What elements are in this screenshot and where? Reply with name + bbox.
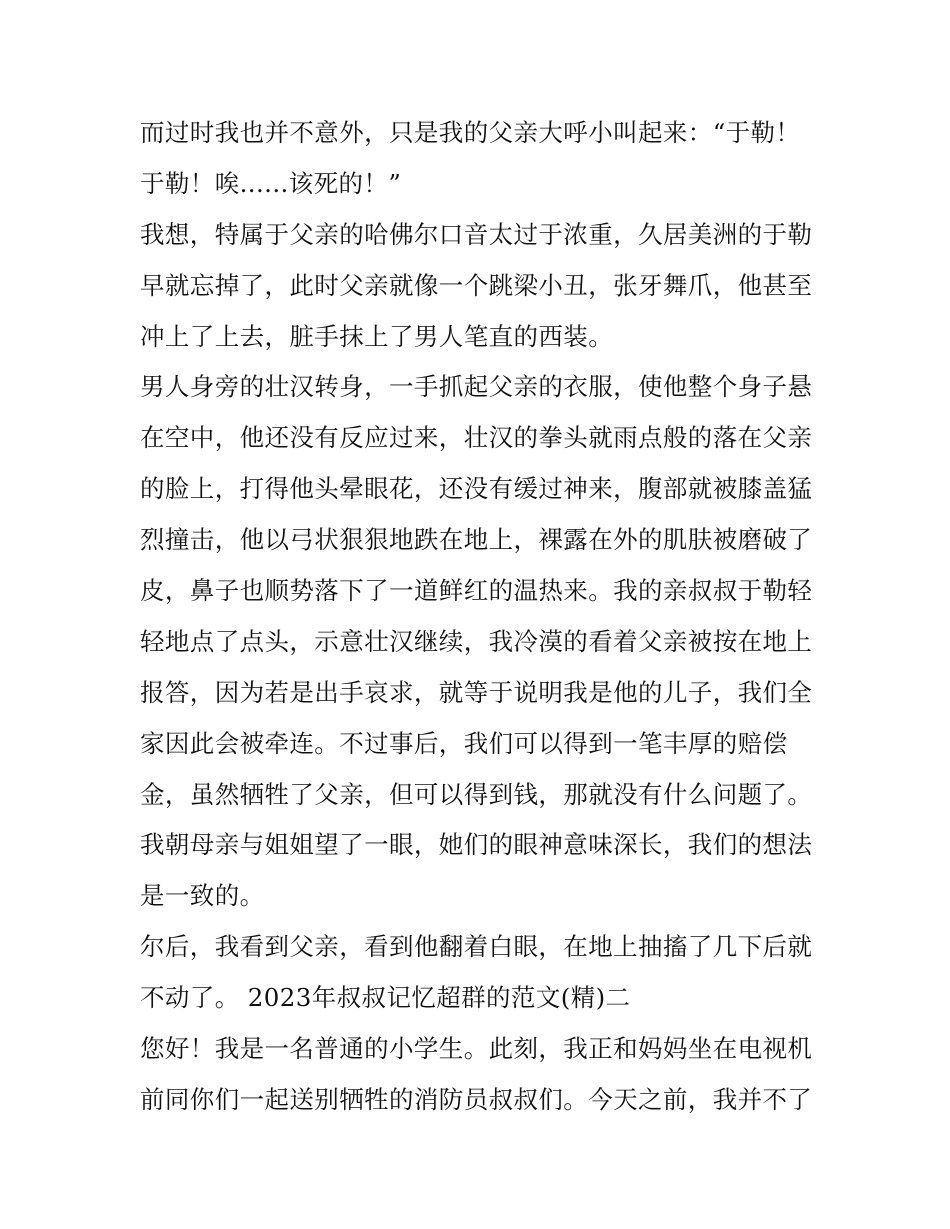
text-line: 皮，鼻子也顺势落下了一道鲜红的温热来。我的亲叔叔于勒轻 <box>140 576 813 606</box>
text-line: 我想，特属于父亲的哈佛尔口音太过于浓重，久居美洲的于勒 <box>140 219 813 249</box>
text-line: 冲上了上去，脏手抹上了男人笔直的西装。 <box>140 321 614 351</box>
text-line: 前同你们一起送别牺牲的消防员叔叔们。今天之前，我并不了 <box>140 1084 813 1114</box>
text-line: 烈撞击，他以弓状狠狠地跌在地上，裸露在外的肌肤被磨破了 <box>140 525 813 555</box>
text-line: 金，虽然牺牲了父亲，但可以得到钱，那就没有什么问题了。 <box>140 779 813 809</box>
text-line: 家因此会被牵连。不过事后，我们可以得到一笔丰厚的赔偿 <box>140 728 788 758</box>
text-line: 在空中，他还没有反应过来，壮汉的拳头就雨点般的落在父亲 <box>140 423 813 453</box>
text-line: 您好！我是一名普通的小学生。此刻，我正和妈妈坐在电视机 <box>140 1034 813 1064</box>
body-text <box>140 108 820 1126</box>
text-line: 轻地点了点头，示意壮汉继续，我冷漠的看着父亲被按在地上 <box>140 626 813 656</box>
text-line: 的脸上，打得他头晕眼花，还没有缓过神来，腹部就被膝盖猛 <box>140 474 813 504</box>
text-line: 是一致的。 <box>140 881 265 911</box>
text-line: 尔后，我看到父亲，看到他翻着白眼，在地上抽搐了几下后就 <box>140 932 813 962</box>
text-line: 不动了。 2023年叔叔记忆超群的范文(精)二 <box>140 983 631 1013</box>
text-line: 早就忘掉了，此时父亲就像一个跳梁小丑，张牙舞爪，他甚至 <box>140 270 813 300</box>
text-line: 报答，因为若是出手哀求，就等于说明我是他的儿子，我们全 <box>140 677 813 707</box>
text-line: 于勒！唉......该死的！” <box>140 168 402 198</box>
text-line: 男人身旁的壮汉转身，一手抓起父亲的衣服，使他整个身子悬 <box>140 372 813 402</box>
text-line: 我朝母亲与姐姐望了一眼，她们的眼神意味深长，我们的想法 <box>140 830 813 860</box>
text-line: 而过时我也并不意外，只是我的父亲大呼小叫起来：“于勒！ <box>140 118 801 147</box>
